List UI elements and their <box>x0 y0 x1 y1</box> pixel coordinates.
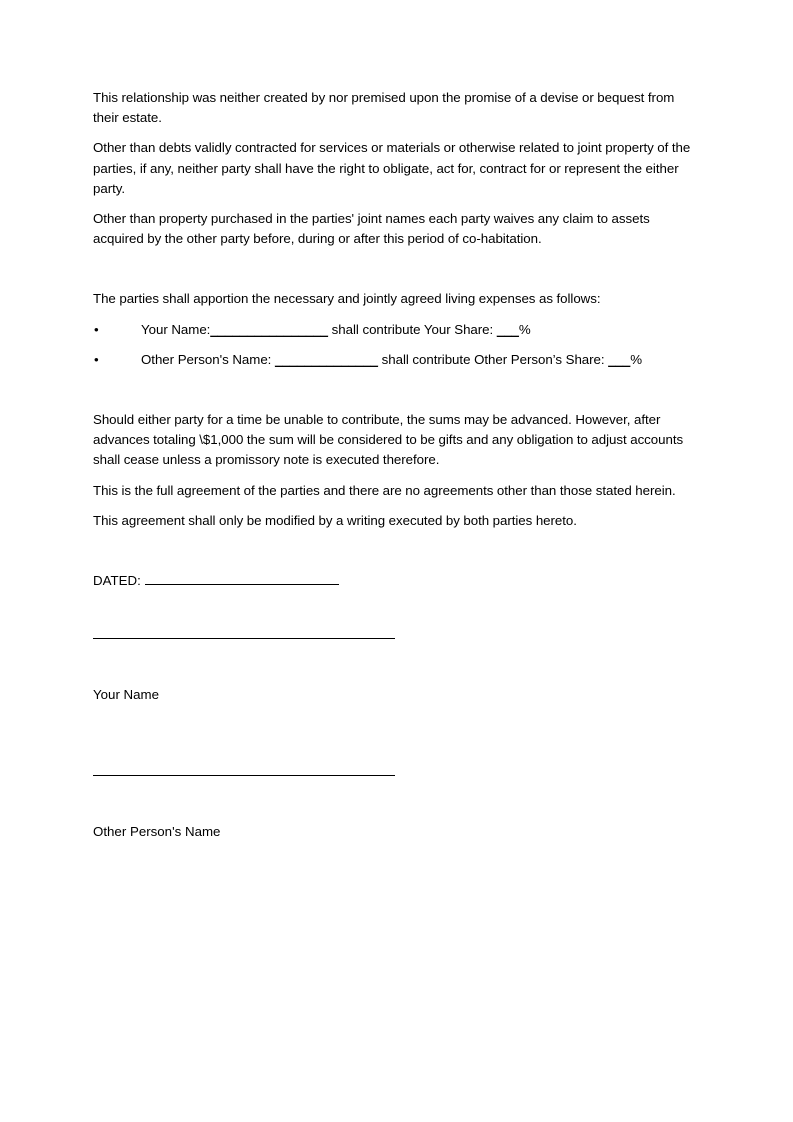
signature-label-your-name: Your Name <box>93 687 160 703</box>
other-name-label: Other Person's Name: <box>141 351 272 367</box>
your-name-label: Your Name: <box>141 321 211 337</box>
other-share-text: shall contribute Other Person’s Share: <box>381 351 605 367</box>
spacer-after-signature-two <box>93 776 699 822</box>
other-name-fill-blank[interactable]: ______________ <box>274 351 378 367</box>
your-share-text: shall contribute Your Share: <box>331 321 494 337</box>
list-item-your-share <box>93 320 699 340</box>
spacer-after-signature-one <box>93 639 699 685</box>
paragraph-apportion-intro: The parties shall apportion the necessary and jointly agreed living expenses as follows: <box>93 291 601 307</box>
dated-input-rule[interactable] <box>145 572 339 585</box>
dated-label: DATED: <box>93 573 141 589</box>
spacer-before-apportion <box>93 259 699 289</box>
spacer-before-advances <box>93 380 699 410</box>
bullet-icon: • <box>94 351 99 367</box>
bullet-icon: • <box>94 321 99 337</box>
paragraph-devise-bequest: This relationship was neither created by nor premised upon the promise of a devise or bequest from their estate. <box>93 90 675 126</box>
your-share-percent-sign: % <box>518 321 531 337</box>
your-name-fill-blank[interactable]: ________________ <box>210 321 329 337</box>
paragraph-full-agreement: This is the full agreement of the parties and there are no agreements other than those stated herein. <box>93 482 676 498</box>
paragraph-debts-contracted: Other than debts validly contracted for services or materials or otherwise related to joint property of the parties, if any, neither party shall have the right to obligate, act for, contract for or represent the either party. <box>93 140 691 196</box>
paragraph-modification: This agreement shall only be modified by a writing executed by both parties hereto. <box>93 512 577 528</box>
paragraph-advances: Should either party for a time be unable to contribute, the sums may be advanced. However, after advances totaling \$1,000 the sum will be considered to be gifts and any obligation to adjust accounts shall cease unless a promissory note is executed therefore. <box>93 412 684 468</box>
list-item-other-share <box>93 350 699 370</box>
dated-row <box>93 571 699 591</box>
spacer-before-dated <box>93 541 699 571</box>
your-share-fill-blank[interactable]: ___ <box>496 321 519 337</box>
other-share-fill-blank[interactable]: ___ <box>608 351 631 367</box>
expense-share-list <box>93 320 699 370</box>
spacer-before-signature-one <box>93 591 699 638</box>
signature-label-other-name: Other Person's Name <box>93 824 221 840</box>
other-share-percent-sign: % <box>630 351 643 367</box>
document-body <box>93 88 699 843</box>
paragraph-property-purchased: Other than property purchased in the parties' joint names each party waives any claim to assets acquired by the other party before, during or after this period of co-habitation. <box>93 211 650 247</box>
spacer-before-signature-two <box>93 705 699 775</box>
